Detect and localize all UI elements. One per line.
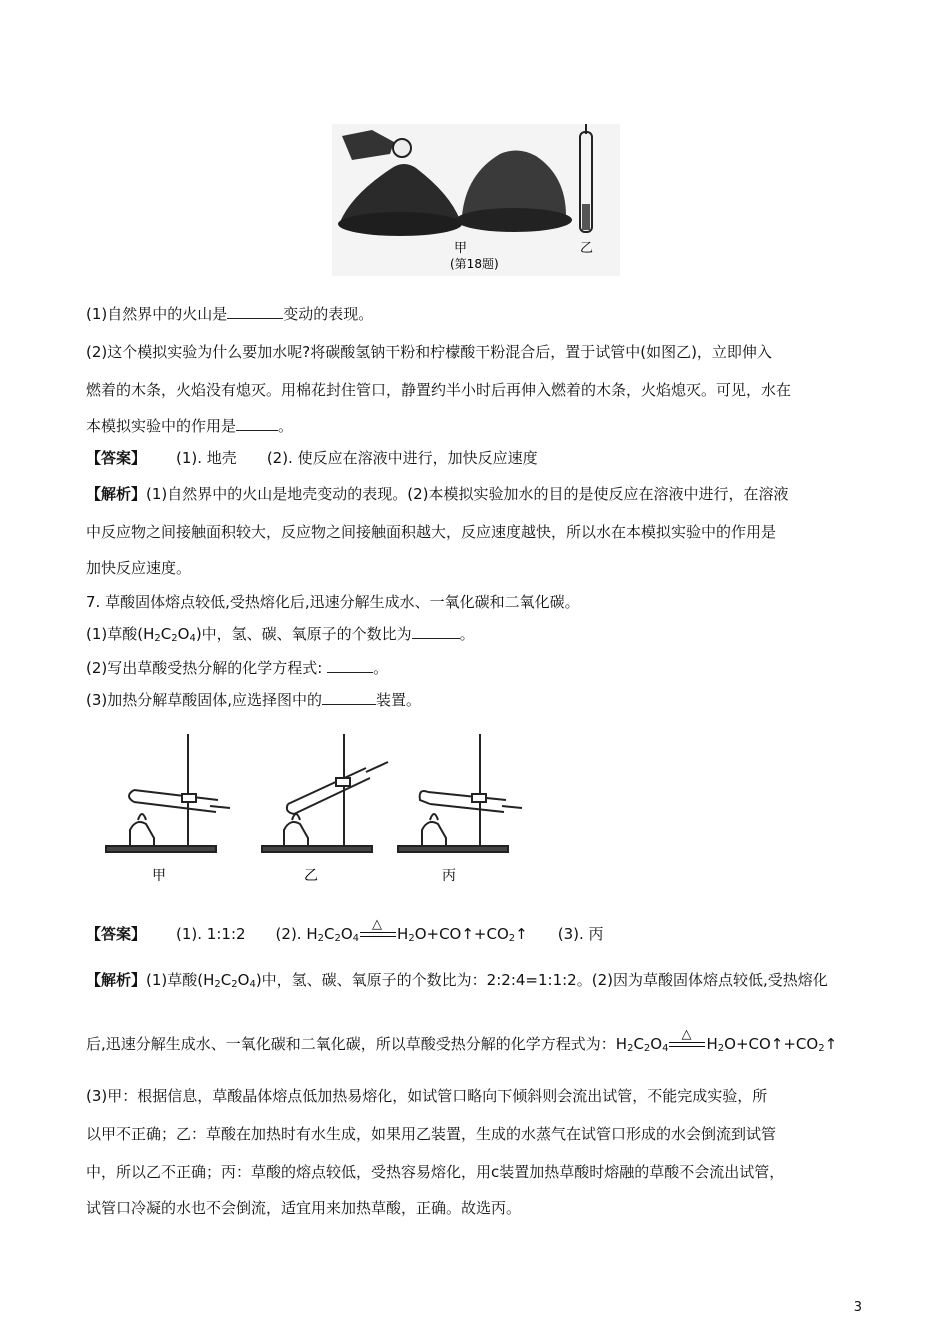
- equation-answer: H2C2O4 △ H2O+CO↑+CO2↑: [306, 916, 528, 944]
- q7-analysis-3: (3)甲：根据信息，草酸晶体熔点低加热易熔化，如试管口略向下倾斜则会流出试管，不能完成实验，所: [86, 1087, 768, 1105]
- page-number: 3: [853, 1300, 862, 1315]
- q6-blank2[interactable]: [236, 416, 278, 431]
- q7-answer: 【答案】 (1). 1:1:2 (2). H2C2O4 △ H2O+CO↑+CO2↑ (3). 丙: [86, 924, 872, 947]
- q7-blank2[interactable]: [327, 658, 373, 673]
- equals-sign: △: [360, 931, 396, 939]
- q7-analysis-1: 【解析】(1)草酸(H2C2O4)中，氢、碳、氧原子的个数比为：2:2:4=1:1:2。(2)因为草酸固体熔点较低,受热熔化: [86, 971, 828, 990]
- q6-analysis-2: 中反应物之间接触面积较大，反应物之间接触面积越大，反应速度越快，所以水在本模拟实验中的作用是: [86, 523, 777, 541]
- figure1-caption: (第18题): [450, 257, 499, 271]
- q6-answer: 【答案】 (1). 地壳 (2). 使反应在溶液中进行，加快反应速度: [86, 449, 538, 467]
- q7-analysis-6: 试管口冷凝的水也不会倒流，适宜用来加热草酸，正确。故选丙。: [86, 1199, 522, 1217]
- volcano-experiment-figure: [332, 124, 620, 276]
- q6-line1: (1)自然界中的火山是 变动的表现。: [86, 305, 374, 323]
- q7-line3: (3)加热分解草酸固体,应选择图中的 装置。: [86, 691, 422, 709]
- q6-line3: 燃着的木条，火焰没有熄灭。用棉花封住管口，静置约半小时后再伸入燃着的木条，火焰熄灭。可见，水在: [86, 381, 792, 399]
- q7-analysis-5: 中，所以乙不正确；丙：草酸的熔点较低，受热容易熔化，用c装置加热草酸时熔融的草酸不会流出试管，: [86, 1163, 785, 1181]
- q6-analysis-1: 【解析】(1)自然界中的火山是地壳变动的表现。(2)本模拟实验加水的目的是使反应在溶液中进行，在溶液: [86, 485, 789, 503]
- heating-apparatus-figure: [98, 728, 528, 892]
- figure1-label-jia: 甲: [454, 241, 468, 256]
- apparatus-label-yi: 乙: [304, 868, 318, 884]
- apparatus-label-jia: 甲: [152, 868, 166, 884]
- apparatus-label-bing: 丙: [442, 868, 456, 884]
- equation-analysis: H2C2O4 △ H2O+CO↑+CO2↑: [615, 1026, 838, 1054]
- q7-analysis-2: 后,迅速分解生成水、一氧化碳和二氧化碳，所以草酸受热分解的化学方程式为：H2C2O4 △ H2O+CO↑+CO2↑: [86, 1034, 872, 1057]
- q6-analysis-3: 加快反应速度。: [86, 559, 192, 577]
- q7-line1: (1)草酸(H2C2O4)中，氢、碳、氧原子的个数比为 。: [86, 625, 475, 644]
- q7-blank1[interactable]: [412, 624, 460, 639]
- q7-blank3[interactable]: [322, 690, 376, 705]
- q6-line2: (2)这个模拟实验为什么要加水呢?将碳酸氢钠干粉和柠檬酸干粉混合后，置于试管中(如图乙)，立即伸入: [86, 343, 772, 361]
- q7-line2: (2)写出草酸受热分解的化学方程式: 。: [86, 659, 389, 677]
- q7-analysis-4: 以甲不正确；乙：草酸在加热时有水生成，如果用乙装置，生成的水蒸气在试管口形成的水会倒流到试管: [86, 1125, 777, 1143]
- q7-intro: 7. 草酸固体熔点较低,受热熔化后,迅速分解生成水、一氧化碳和二氧化碳。: [86, 593, 580, 611]
- q6-blank1[interactable]: [227, 304, 283, 319]
- q6-line4: 本模拟实验中的作用是 。: [86, 417, 294, 435]
- figure1-label-yi: 乙: [580, 241, 594, 256]
